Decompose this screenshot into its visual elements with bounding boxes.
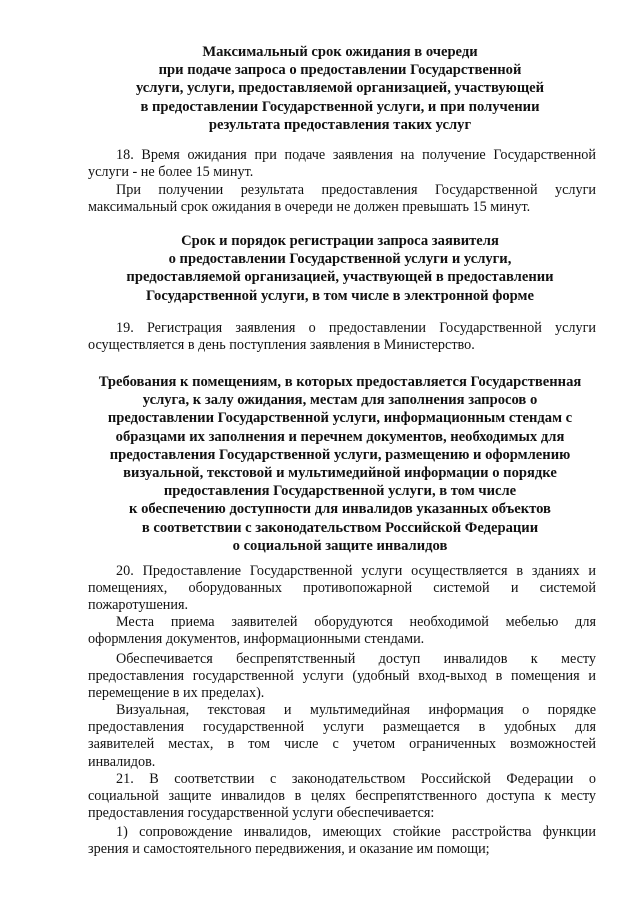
heading-line: при подаче запроса о предоставлении Государственной	[158, 62, 522, 79]
heading-line: к обеспечению доступности для инвалидов указанных объектов	[129, 501, 551, 518]
paragraph-line: оформления документов, информационными стендами.	[88, 631, 425, 648]
paragraph-line: Визуальная, текстовая и мультимедийная информация о порядке	[116, 702, 596, 718]
paragraph-line: 19. Регистрация заявления о предоставлении Государственной услуги	[116, 320, 596, 336]
section-heading-registration	[80, 232, 600, 305]
section-heading-max-waiting-time	[80, 43, 600, 134]
heading-line: услуги, услуги, предоставляемой организацией, участвующей	[135, 80, 545, 97]
paragraph-20	[88, 563, 596, 615]
paragraph-line: максимальный срок ожидания в очереди не должен превышать 15 минут.	[88, 199, 531, 216]
heading-line: о социальной защите инвалидов	[232, 537, 448, 554]
heading-line: предоставляемой организацией, участвующей в предоставлении	[126, 269, 554, 286]
heading-line: Государственной услуги, в том числе в электронной форме	[146, 287, 534, 304]
paragraph-18	[88, 147, 596, 181]
paragraph-line: перемещение в их пределах).	[88, 685, 265, 702]
paragraph-line: услуги - не более 15 минут.	[88, 164, 254, 181]
paragraph-line: инвалидов.	[88, 753, 156, 770]
paragraph-line: предоставления государственной услуги размещается в удобных для	[88, 719, 596, 736]
paragraph-21	[88, 771, 596, 823]
paragraph-line: 21. В соответствии с законодательством Российской Федерации о	[116, 771, 596, 787]
paragraph-line: предоставления государственной услуги (удобный вход-выход в помещения и	[88, 668, 596, 685]
paragraph-line: 20. Предоставление Государственной услуги осуществляется в зданиях и	[116, 563, 596, 579]
paragraph-line: социальной защите инвалидов в целях беспрепятственного доступа к месту	[88, 788, 596, 805]
heading-line: предоставлении Государственной услуги, информационным стендам с	[107, 410, 573, 427]
paragraph-line: осуществляется в день поступления заявления в Министерство.	[88, 337, 475, 354]
heading-line: услуга, к залу ожидания, местам для заполнения запросов о	[142, 392, 538, 409]
paragraph-line: При получении результата предоставления Государственной услуги	[116, 182, 596, 198]
paragraph-line: Места приема заявителей оборудуются необходимой мебелью для	[116, 614, 596, 630]
heading-line: Максимальный срок ожидания в очереди	[202, 44, 478, 60]
heading-line: образцами их заполнения и перечнем документов, необходимых для	[115, 428, 565, 445]
heading-line: о предоставлении Государственной услуги и услуги,	[168, 251, 512, 268]
paragraph-21-item-1	[88, 824, 596, 858]
paragraph-line: пожаротушения.	[88, 597, 189, 614]
section-heading-premises-requirements	[70, 373, 610, 555]
heading-line: предоставления Государственной услуги, в том числе	[163, 483, 517, 500]
paragraph-line: зрения и самостоятельного передвижения, и оказание им помощи;	[88, 841, 490, 858]
paragraph-reception-places	[88, 614, 596, 648]
heading-line: в предоставлении Государственной услуги, и при получении	[140, 98, 540, 115]
paragraph-visual-information	[88, 702, 596, 771]
paragraph-line: Обеспечивается беспрепятственный доступ инвалидов к месту	[116, 651, 596, 667]
paragraph-line: помещениях, оборудованных противопожарной системой и системой	[88, 580, 596, 597]
paragraph-line: заявителей местах, в том числе с учетом ограниченных возможностей	[88, 736, 596, 753]
paragraph-accessibility	[88, 651, 596, 703]
heading-line: в соответствии с законодательством Российской Федерации	[141, 519, 539, 536]
paragraph-line: 1) сопровождение инвалидов, имеющих стойкие расстройства функции	[116, 824, 596, 840]
paragraph-line: предоставления государственной услуги обеспечивается:	[88, 805, 435, 822]
heading-line: визуальной, текстовой и мультимедийной информации о порядке	[123, 465, 557, 482]
heading-line: предоставления Государственной услуги, размещению и оформлению	[109, 446, 571, 463]
paragraph-line: 18. Время ожидания при подаче заявления на получение Государственной	[116, 147, 596, 163]
heading-line: Срок и порядок регистрации запроса заявителя	[181, 233, 499, 249]
paragraph-result-waiting	[88, 182, 596, 216]
heading-line: результата предоставления таких услуг	[208, 116, 472, 133]
heading-line: Требования к помещениям, в которых предоставляется Государственная	[98, 374, 582, 390]
paragraph-19	[88, 320, 596, 354]
